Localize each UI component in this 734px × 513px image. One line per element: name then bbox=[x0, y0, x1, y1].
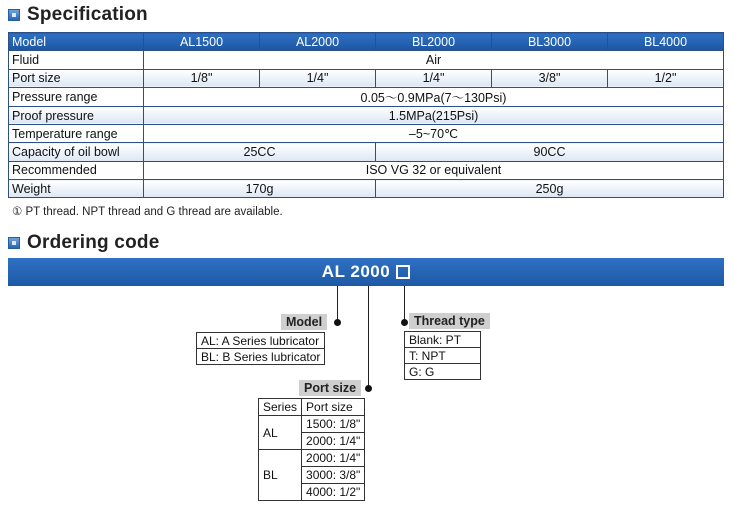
port-size-column-header: Port size bbox=[302, 399, 365, 416]
port-size-tag: Port size bbox=[299, 380, 361, 396]
row-label: Fluid bbox=[9, 51, 144, 69]
port-size-table bbox=[258, 398, 365, 501]
row-label: Proof pressure bbox=[9, 106, 144, 124]
table-row bbox=[9, 161, 724, 179]
ordering-code: AL 2000 bbox=[321, 262, 391, 281]
port-size-option: 4000: 1/2" bbox=[302, 484, 365, 501]
table-row bbox=[9, 69, 724, 87]
port-size-option: 3000: 3/8" bbox=[302, 467, 365, 484]
specification-heading bbox=[8, 4, 148, 26]
row-label: Temperature range bbox=[9, 125, 144, 143]
port-size-option: 2000: 1/4" bbox=[302, 450, 365, 467]
model-connector-vertical bbox=[337, 286, 338, 323]
port-size-cell: 1/4" bbox=[376, 69, 492, 87]
table-row bbox=[9, 125, 724, 143]
weight-bl-value: 250g bbox=[376, 180, 724, 198]
thread-footnote: ① PT thread. NPT thread and G thread are available. bbox=[12, 206, 283, 218]
thread-option: G: G bbox=[405, 364, 481, 380]
port-size-option: 1500: 1/8" bbox=[302, 416, 365, 433]
model-connector-dot bbox=[334, 319, 341, 326]
fluid-value: Air bbox=[144, 51, 724, 69]
ordering-code-heading bbox=[8, 232, 159, 254]
thread-type-options-table bbox=[404, 331, 481, 380]
row-label: Weight bbox=[9, 180, 144, 198]
square-bullet-icon bbox=[8, 237, 20, 249]
row-label: Port size bbox=[9, 69, 144, 87]
port-size-cell: 3/8" bbox=[492, 69, 608, 87]
oil-bowl-al-value: 25CC bbox=[144, 143, 376, 161]
model-tag: Model bbox=[281, 314, 327, 330]
table-row bbox=[9, 51, 724, 69]
portsize-connector-dot bbox=[365, 385, 372, 392]
row-label: Capacity of oil bowl bbox=[9, 143, 144, 161]
ordering-code-bar bbox=[8, 258, 724, 286]
recommended-value: ISO VG 32 or equivalent bbox=[144, 161, 724, 179]
model-options-table bbox=[196, 332, 325, 365]
model-bl4000: BL4000 bbox=[608, 33, 724, 51]
weight-al-value: 170g bbox=[144, 180, 376, 198]
header-label: Model bbox=[9, 33, 144, 51]
table-row bbox=[9, 180, 724, 198]
series-column-header: Series bbox=[259, 399, 302, 416]
row-label: Recommended bbox=[9, 161, 144, 179]
series-bl: BL bbox=[259, 450, 302, 501]
table-row bbox=[9, 106, 724, 124]
port-size-option: 2000: 1/4" bbox=[302, 433, 365, 450]
thread-placeholder-box-icon bbox=[396, 265, 410, 279]
port-size-cell: 1/8" bbox=[144, 69, 260, 87]
port-size-cell: 1/4" bbox=[260, 69, 376, 87]
series-al: AL bbox=[259, 416, 302, 450]
table-row bbox=[9, 87, 724, 106]
thread-connector-vertical bbox=[404, 286, 405, 322]
oil-bowl-bl-value: 90CC bbox=[376, 143, 724, 161]
table-header-row bbox=[9, 33, 724, 51]
thread-option: Blank: PT bbox=[405, 332, 481, 348]
model-option: AL: A Series lubricator bbox=[197, 333, 325, 349]
model-option: BL: B Series lubricator bbox=[197, 349, 325, 365]
table-row bbox=[9, 143, 724, 161]
port-size-cell: 1/2" bbox=[608, 69, 724, 87]
proof-pressure-value: 1.5MPa(215Psi) bbox=[144, 106, 724, 124]
model-al1500: AL1500 bbox=[144, 33, 260, 51]
square-bullet-icon bbox=[8, 9, 20, 21]
temperature-range-value: –5~70℃ bbox=[144, 125, 724, 143]
specification-table bbox=[8, 32, 724, 198]
ordering-code-title: Ordering code bbox=[27, 232, 160, 253]
row-label: Pressure range bbox=[9, 87, 144, 106]
pressure-range-value: 0.05～0.9MPa(7～130Psi) bbox=[144, 87, 724, 106]
thread-type-tag: Thread type bbox=[409, 313, 490, 329]
model-bl3000: BL3000 bbox=[492, 33, 608, 51]
model-bl2000: BL2000 bbox=[376, 33, 492, 51]
specification-title: Specification bbox=[27, 4, 148, 25]
thread-option: T: NPT bbox=[405, 348, 481, 364]
portsize-connector-vertical bbox=[368, 286, 369, 388]
model-al2000: AL2000 bbox=[260, 33, 376, 51]
thread-connector-dot bbox=[401, 319, 408, 326]
